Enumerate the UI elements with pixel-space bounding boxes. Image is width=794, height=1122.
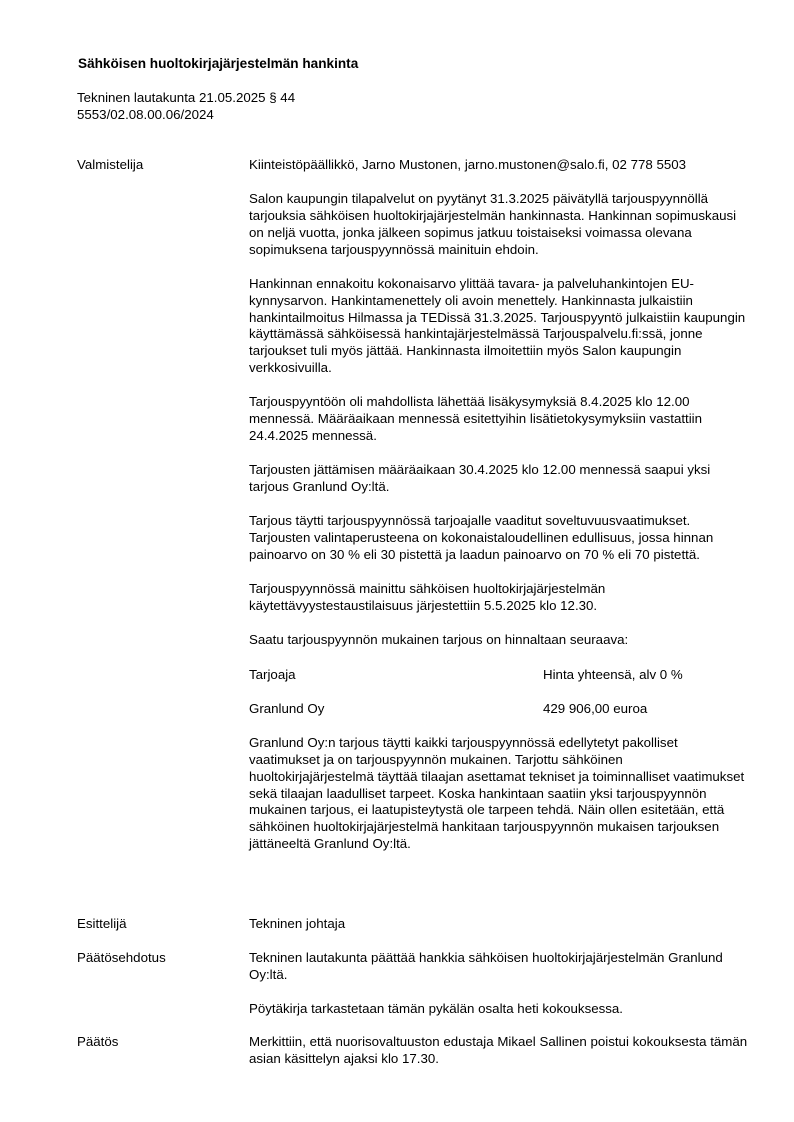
paragraph: Tarjouspyynnössä mainittu sähköisen huoltokirjajärjestelmän käytettävyystestaustilaisuus järjestettiin 5.5.2025 klo 12.30.: [249, 581, 606, 613]
paragraph: Granlund Oy:n tarjous täytti kaikki tarjouspyynnössä edellytetyt pakolliset vaatimukset ja on tarjouspyynnön mukainen. Tarjottu sähköinen huoltokirjajärjestelmä täyttää tilaajan asettamat tekniset ja toiminnalliset vaatimukset sekä tilaajan laadulliset tarpeet. Koska hankintaan saatiin yksi tarjouspyynnön mukainen tarjous, ei laatupisteytystä ole tarpeen tehdä. Näin ollen esitetään, että sähköinen huoltokirjajärjestelmä hankitaan tarjouspyynnön mukaisen tarjouksen jättäneeltä Granlund Oy:ltä.: [249, 735, 745, 851]
paragraph: Tarjouspyyntöön oli mahdollista lähettää lisäkysymyksiä 8.4.2025 klo 12.00 mennessä. Määräaikaan mennessä esitettyihin lisätietokysymyksiin vastattiin 24.4.2025 mennessä.: [249, 394, 703, 443]
label-paatosehdotus: Päätösehdotus: [77, 950, 166, 965]
presenter: Tekninen johtaja: [249, 916, 346, 931]
header-price: Hinta yhteensä, alv 0 %: [543, 666, 683, 682]
content-valmistelija: [249, 157, 749, 853]
paragraph: Hankinnan ennakoitu kokonaisarvo ylittää tavara- ja palveluhankintojen EU-kynnysarvon. Hankintamenettely oli avoin menettely. Hankinnasta julkaistiin hankintailmoitus Hilmassa ja TEDissä 31.3.2025. Tarjouspyyntö julkaistiin kaupungin käyttämässä sähköisessä hankintajärjestelmässä Tarjouspalvelu.fi:ssä, jonne tarjoukset tuli myös jättää. Hankinnasta ilmoitettiin myös Salon kaupungin verkkosivuilla.: [249, 275, 746, 375]
content-esittelija: [249, 916, 749, 933]
bidder-name: Granlund Oy: [249, 700, 325, 716]
paragraph: Saatu tarjouspyynnön mukainen tarjous on hinnaltaan seuraava:: [249, 632, 629, 648]
label-paatos: Päätös: [77, 1034, 119, 1049]
proposal-text: Tekninen lautakunta päättää hankkia sähköisen huoltokirjajärjestelmän Granlund Oy:ltä.: [249, 950, 723, 982]
case-number: 5553/02.08.00.06/2024: [77, 106, 214, 122]
proposal-note: Pöytäkirja tarkastetaan tämän pykälän osalta heti kokouksessa.: [249, 1001, 623, 1017]
price-table-header: [249, 667, 749, 684]
table-row: [249, 701, 749, 718]
content-paatosehdotus: [249, 950, 749, 1018]
price-table: [249, 667, 749, 718]
meeting-meta: [77, 90, 295, 124]
document-title: Sähköisen huoltokirjajärjestelmän hankinta: [78, 56, 359, 71]
content-paatos: [249, 1034, 749, 1068]
paragraph: Tarjous täytti tarjouspyynnössä tarjoajalle vaaditut soveltuvuusvaatimukset. Tarjousten valintaperusteena on kokonaistaloudellinen edullisuus, jossa hinnan painoarvo on 30 % eli 30 pistettä ja laadun painoarvo on 70 % eli 70 pistettä.: [249, 513, 714, 562]
bid-price: 429 906,00 euroa: [543, 700, 648, 716]
paragraph: Tarjousten jättämisen määräaikaan 30.4.2025 klo 12.00 mennessä saapui yksi tarjous Granlund Oy:ltä.: [249, 462, 711, 494]
label-valmistelija: Valmistelija: [77, 157, 144, 172]
meeting-reference: Tekninen lautakunta 21.05.2025 § 44: [77, 90, 296, 105]
decision-text: Merkittiin, että nuorisovaltuuston edustaja Mikael Sallinen poistui kokouksesta tämän asian käsittelyn ajaksi klo 17.30.: [249, 1034, 748, 1066]
label-esittelija: Esittelijä: [77, 916, 127, 931]
paragraph: Salon kaupungin tilapalvelut on pyytänyt 31.3.2025 päivätyllä tarjouspyynnöllä tarjouksia sähköisen huoltokirjajärjestelmän hankinnasta. Hankinnan sopimuskausi on neljä vuotta, jonka jälkeen sopimus jatkuu toistaiseksi voimassa olevana sopimuksena tarjouspyynnössä mainituin ehdoin.: [249, 191, 737, 257]
header-bidder: Tarjoaja: [249, 666, 296, 682]
preparer-line: Kiinteistöpäällikkö, Jarno Mustonen, jarno.mustonen@salo.fi, 02 778 5503: [249, 157, 687, 172]
